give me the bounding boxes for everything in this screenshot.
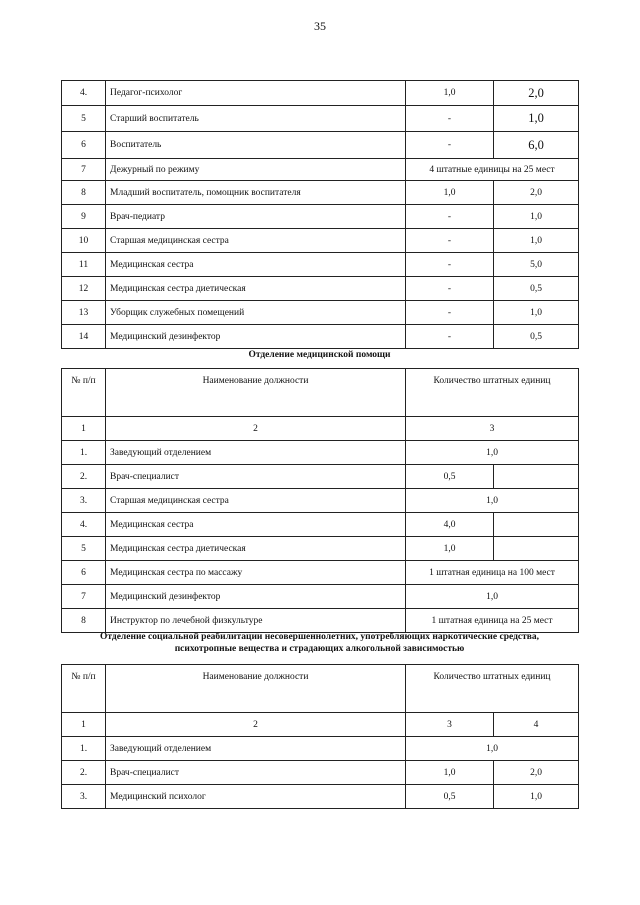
table-cell: 3. [62,785,106,809]
table-cell: 1,0 [494,229,579,253]
table-cell: 2,0 [494,761,579,785]
table-cell: 0,5 [494,325,579,349]
page-number: 35 [314,19,326,33]
table-cell: 1,0 [406,761,494,785]
table-cell: 9 [62,205,106,229]
header-count: Количество штатных единиц [406,665,579,713]
table-cell: 1,0 [494,301,579,325]
table-cell: Младший воспитатель, помощник воспитателя [106,181,406,205]
table-cell [494,513,579,537]
table-cell: Медицинская сестра диетическая [106,537,406,561]
table-row [62,181,579,205]
table-row [62,441,579,465]
table-cell: 7 [62,585,106,609]
table-cell: 0,5 [406,465,494,489]
table-row [62,253,579,277]
table-cell: Старший воспитатель [106,106,406,132]
section-title-rehab-line1: Отделение социальной реабилитации несовершеннолетних, употребляющих наркотические средства, [99,632,540,642]
table-cell: 2. [62,465,106,489]
table-cell: 1,0 [494,205,579,229]
table-row [62,229,579,253]
table-cell: Медицинский дезинфектор [106,585,406,609]
table-cell: 1,0 [494,106,579,132]
table-cell: - [406,106,494,132]
table-cell: Уборщик служебных помещений [106,301,406,325]
header-num: № п/п [62,665,106,713]
table-row [62,513,579,537]
table-cell: 1 штатная единица на 25 мест [406,609,579,633]
table-cell: 10 [62,229,106,253]
table-cell: - [406,325,494,349]
table-cell: 1. [62,441,106,465]
table-cell: Старшая медицинская сестра [106,489,406,513]
header-count: Количество штатных единиц [406,369,579,417]
table-cell: 1,0 [406,585,579,609]
table-cell: Врач-специалист [106,465,406,489]
header-name: Наименование должности [106,665,406,713]
table-cell: Медицинский психолог [106,785,406,809]
table-cell: 1,0 [406,537,494,561]
table-cell: Медицинский дезинфектор [106,325,406,349]
table-cell: 2,0 [494,81,579,106]
table-cell: Врач-педиатр [106,205,406,229]
table-cell: 6 [62,561,106,585]
table-row [62,301,579,325]
table-cell: 5,0 [494,253,579,277]
table-row [62,785,579,809]
table-cell: Заведующий отделением [106,441,406,465]
table-cell: 4 штатные единицы на 25 мест [406,159,579,181]
rehab-department-table [61,664,579,809]
table-cell: 13 [62,301,106,325]
table-cell: Медицинская сестра [106,513,406,537]
table-cell: 2,0 [494,181,579,205]
table-row [62,325,579,349]
table-cell: - [406,253,494,277]
table-cell: 4. [62,513,106,537]
table-cell [494,465,579,489]
table-cell: 14 [62,325,106,349]
table-cell: Медицинская сестра [106,253,406,277]
index-cell: 1 [62,713,106,737]
table-cell: 5 [62,106,106,132]
header-name: Наименование должности [106,369,406,417]
header-num: № п/п [62,369,106,417]
medical-department-table [61,368,579,633]
table-cell: 12 [62,277,106,301]
table-row [62,159,579,181]
table-cell: 6 [62,132,106,159]
table-row [62,106,579,132]
table-cell: Медицинская сестра по массажу [106,561,406,585]
table-cell: 8 [62,609,106,633]
table-cell: 6,0 [494,132,579,159]
table-cell: - [406,277,494,301]
table-row [62,537,579,561]
table-cell: 1,0 [406,181,494,205]
table-cell: Заведующий отделением [106,737,406,761]
table-cell: 2. [62,761,106,785]
table-row [62,205,579,229]
table-cell: 1. [62,737,106,761]
section-title-rehab-line2: психотропные вещества и страдающих алкогольной зависимостью [174,644,465,654]
table-row [62,561,579,585]
table-cell: Воспитатель [106,132,406,159]
index-cell: 4 [494,713,579,737]
table-cell: 1,0 [406,81,494,106]
table-row [62,585,579,609]
table-cell: Педагог-психолог [106,81,406,106]
index-cell: 2 [106,417,406,441]
table-cell: - [406,205,494,229]
table-cell: 7 [62,159,106,181]
table-row [62,761,579,785]
table-cell: 0,5 [494,277,579,301]
index-cell: 3 [406,417,579,441]
table-cell: 3. [62,489,106,513]
table-cell: 8 [62,181,106,205]
index-cell: 2 [106,713,406,737]
table-cell: Старшая медицинская сестра [106,229,406,253]
table-cell: 11 [62,253,106,277]
table-row [62,132,579,159]
table-cell: 1,0 [406,441,579,465]
table-cell: 4,0 [406,513,494,537]
table-row [62,277,579,301]
staff-table-continued [61,80,579,349]
table-cell: - [406,132,494,159]
table-cell: 1,0 [494,785,579,809]
table-cell: Инструктор по лечебной физкультуре [106,609,406,633]
table-cell: 1,0 [406,489,579,513]
table-row [62,489,579,513]
table-row [62,737,579,761]
table-cell: Медицинская сестра диетическая [106,277,406,301]
table-row [62,609,579,633]
table-cell: 0,5 [406,785,494,809]
table-cell: Врач-специалист [106,761,406,785]
table-cell: 4. [62,81,106,106]
table-cell: 1 штатная единица на 100 мест [406,561,579,585]
table-cell: - [406,301,494,325]
table-cell: 1,0 [406,737,579,761]
table-row [62,465,579,489]
section-title-rehab [61,631,578,655]
table-cell [494,537,579,561]
section-title-medical: Отделение медицинской помощи [248,350,391,360]
table-cell: - [406,229,494,253]
index-cell: 3 [406,713,494,737]
table-cell: Дежурный по режиму [106,159,406,181]
table-row [62,81,579,106]
table-cell: 5 [62,537,106,561]
index-cell: 1 [62,417,106,441]
